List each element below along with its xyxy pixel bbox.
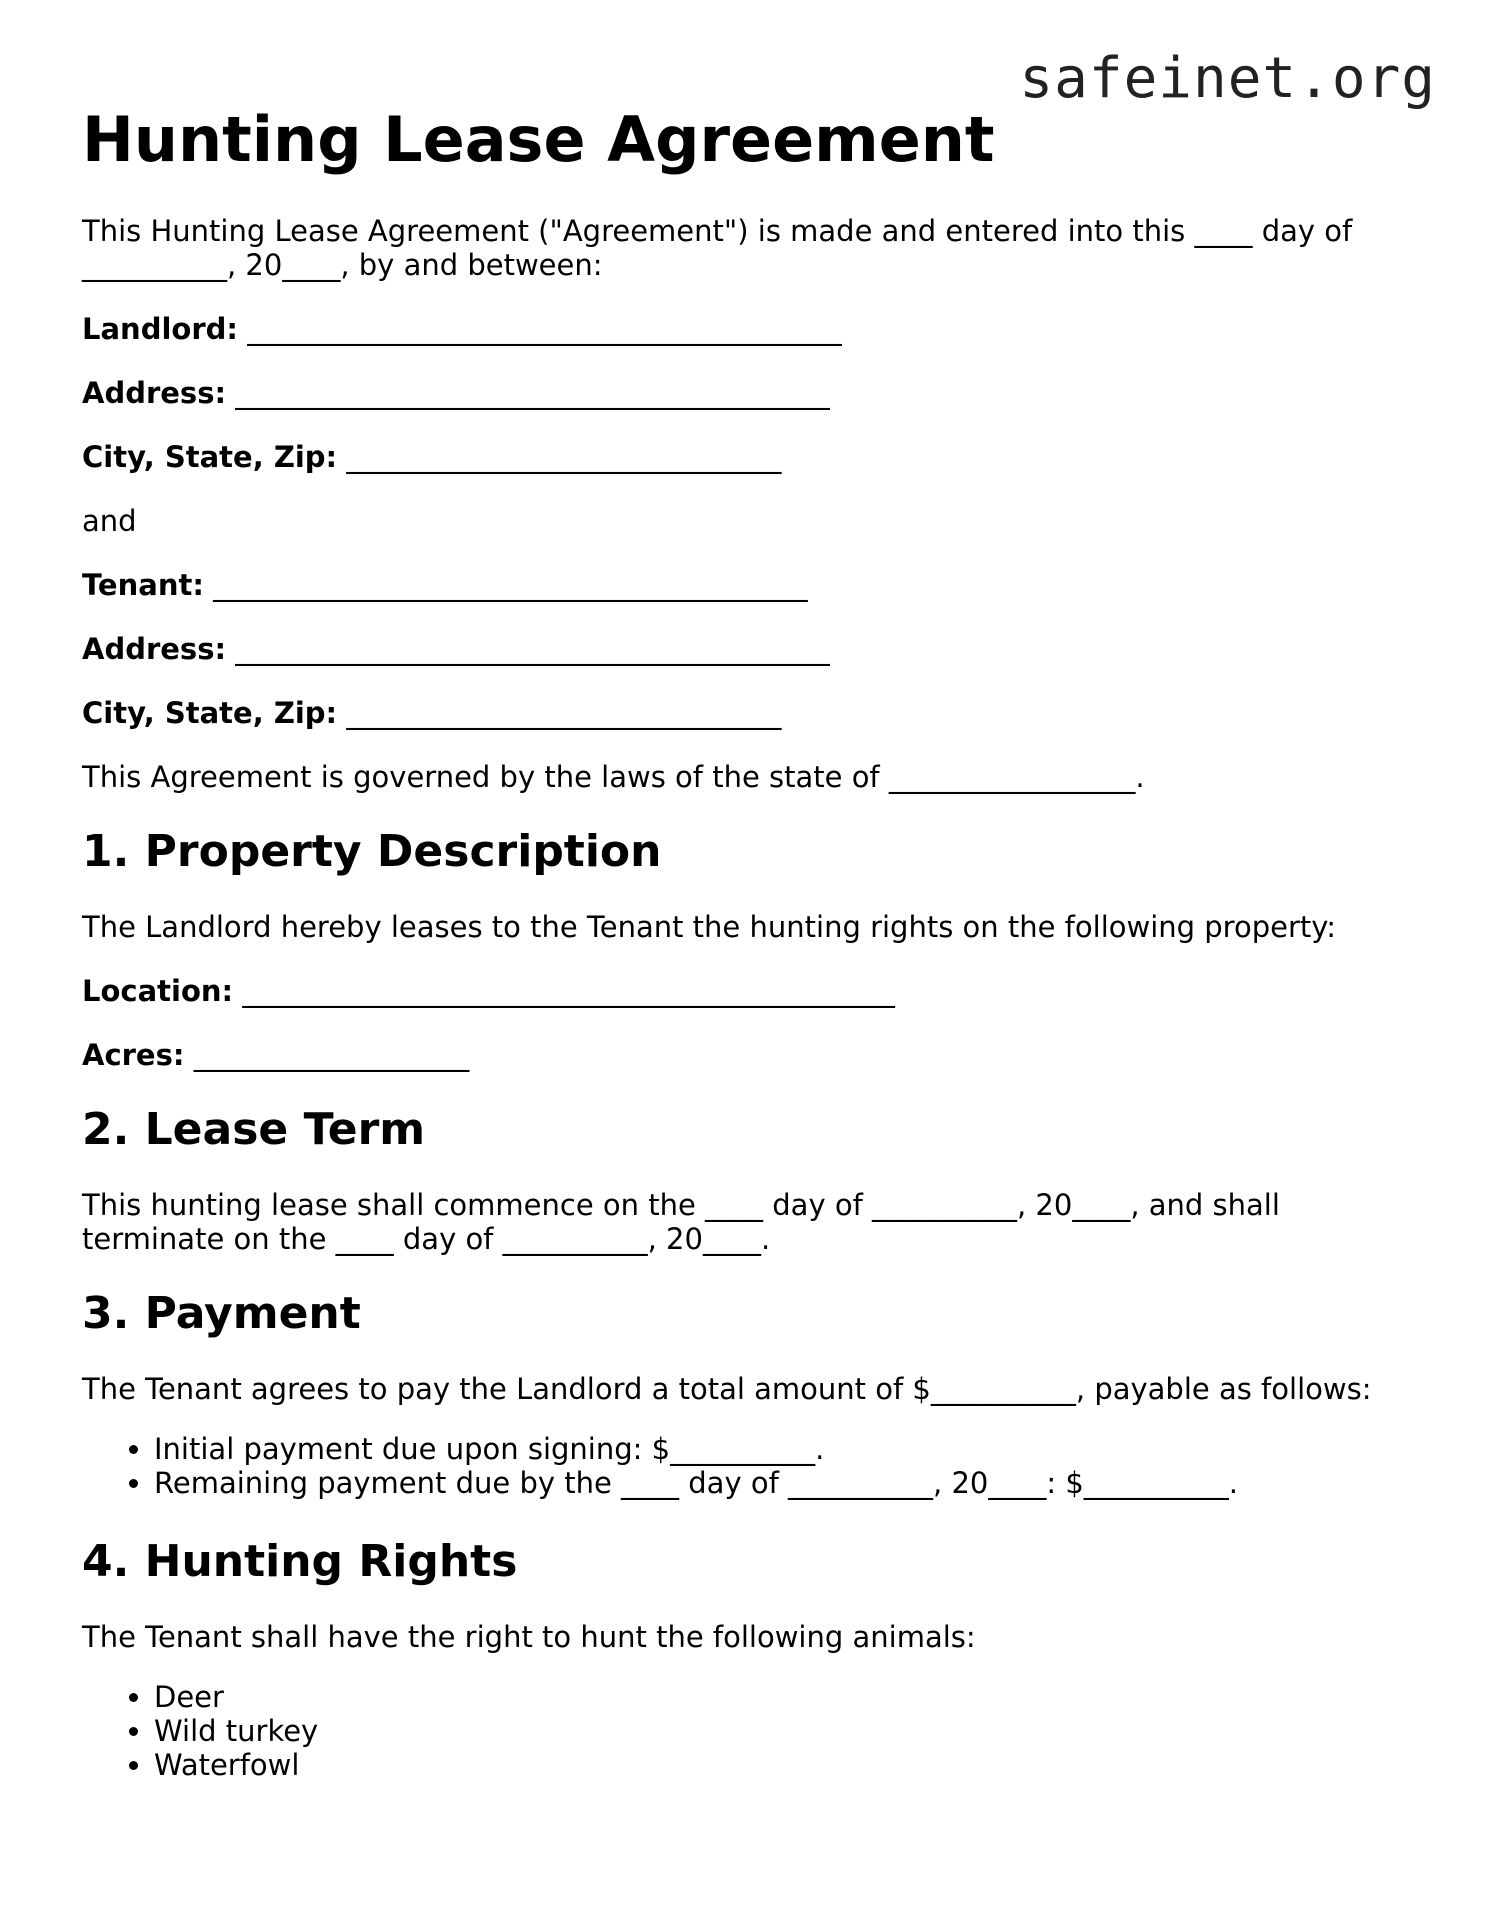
term-paragraph: This hunting lease shall commence on the ____ day of __________, 20____, and shall terminate on the ____ day of __________, 20____. [82, 1188, 1280, 1256]
landlord-city-blank: ______________________________ [346, 440, 782, 474]
section-heading-property: 1. Property Description [82, 826, 662, 877]
tenant-city-label: City, State, Zip: [82, 696, 338, 730]
acres-blank: ___________________ [193, 1038, 470, 1072]
tenant-address-line [82, 632, 1422, 666]
location-line [82, 974, 1422, 1008]
tenant-city-line [82, 696, 1422, 730]
section-heading-rights: 4. Hunting Rights [82, 1536, 518, 1587]
and-text: and [82, 504, 137, 538]
landlord-name-label: Landlord: [82, 312, 238, 346]
acres-label: Acres: [82, 1038, 185, 1072]
list-item: • Wild turkey [154, 1714, 1422, 1748]
tenant-address-blank: _________________________________________ [235, 632, 830, 666]
tenant-name-blank: _________________________________________ [213, 568, 808, 602]
landlord-name-line [82, 312, 1422, 346]
landlord-city-line [82, 440, 1422, 474]
landlord-address-line [82, 376, 1422, 410]
payment-paragraph: The Tenant agrees to pay the Landlord a total amount of $__________, payable as follows: [82, 1372, 1372, 1406]
location-label: Location: [82, 974, 234, 1008]
document-page [82, 100, 1422, 1816]
list-item: • Remaining payment due by the ____ day of __________, 20____: $__________. [154, 1466, 1422, 1500]
watermark: safeinet.org [1019, 46, 1436, 111]
tenant-name-label: Tenant: [82, 568, 204, 602]
list-item: • Initial payment due upon signing: $__________. [154, 1432, 1422, 1466]
section-heading-term: 2. Lease Term [82, 1104, 426, 1155]
animals-list [82, 1680, 1422, 1782]
tenant-city-blank: ______________________________ [346, 696, 782, 730]
property-paragraph: The Landlord hereby leases to the Tenant the hunting rights on the following property: [82, 910, 1337, 944]
landlord-address-blank: _________________________________________ [235, 376, 830, 410]
list-item: • Waterfowl [154, 1748, 1422, 1782]
document-title: Hunting Lease Agreement [82, 103, 995, 176]
tenant-address-label: Address: [82, 632, 227, 666]
rights-paragraph: The Tenant shall have the right to hunt the following animals: [82, 1620, 976, 1654]
tenant-name-line [82, 568, 1422, 602]
payment-list [82, 1432, 1422, 1500]
governing-law-paragraph: This Agreement is governed by the laws of the state of _________________. [82, 760, 1145, 794]
landlord-city-label: City, State, Zip: [82, 440, 338, 474]
intro-paragraph: This Hunting Lease Agreement ("Agreement") is made and entered into this ____ day of __________, 20____, by and between: [82, 214, 1353, 282]
list-item: • Deer [154, 1680, 1422, 1714]
landlord-address-label: Address: [82, 376, 227, 410]
acres-line [82, 1038, 1422, 1072]
section-heading-payment: 3. Payment [82, 1288, 361, 1339]
landlord-name-blank: _________________________________________ [247, 312, 842, 346]
location-blank: _____________________________________________ [242, 974, 895, 1008]
